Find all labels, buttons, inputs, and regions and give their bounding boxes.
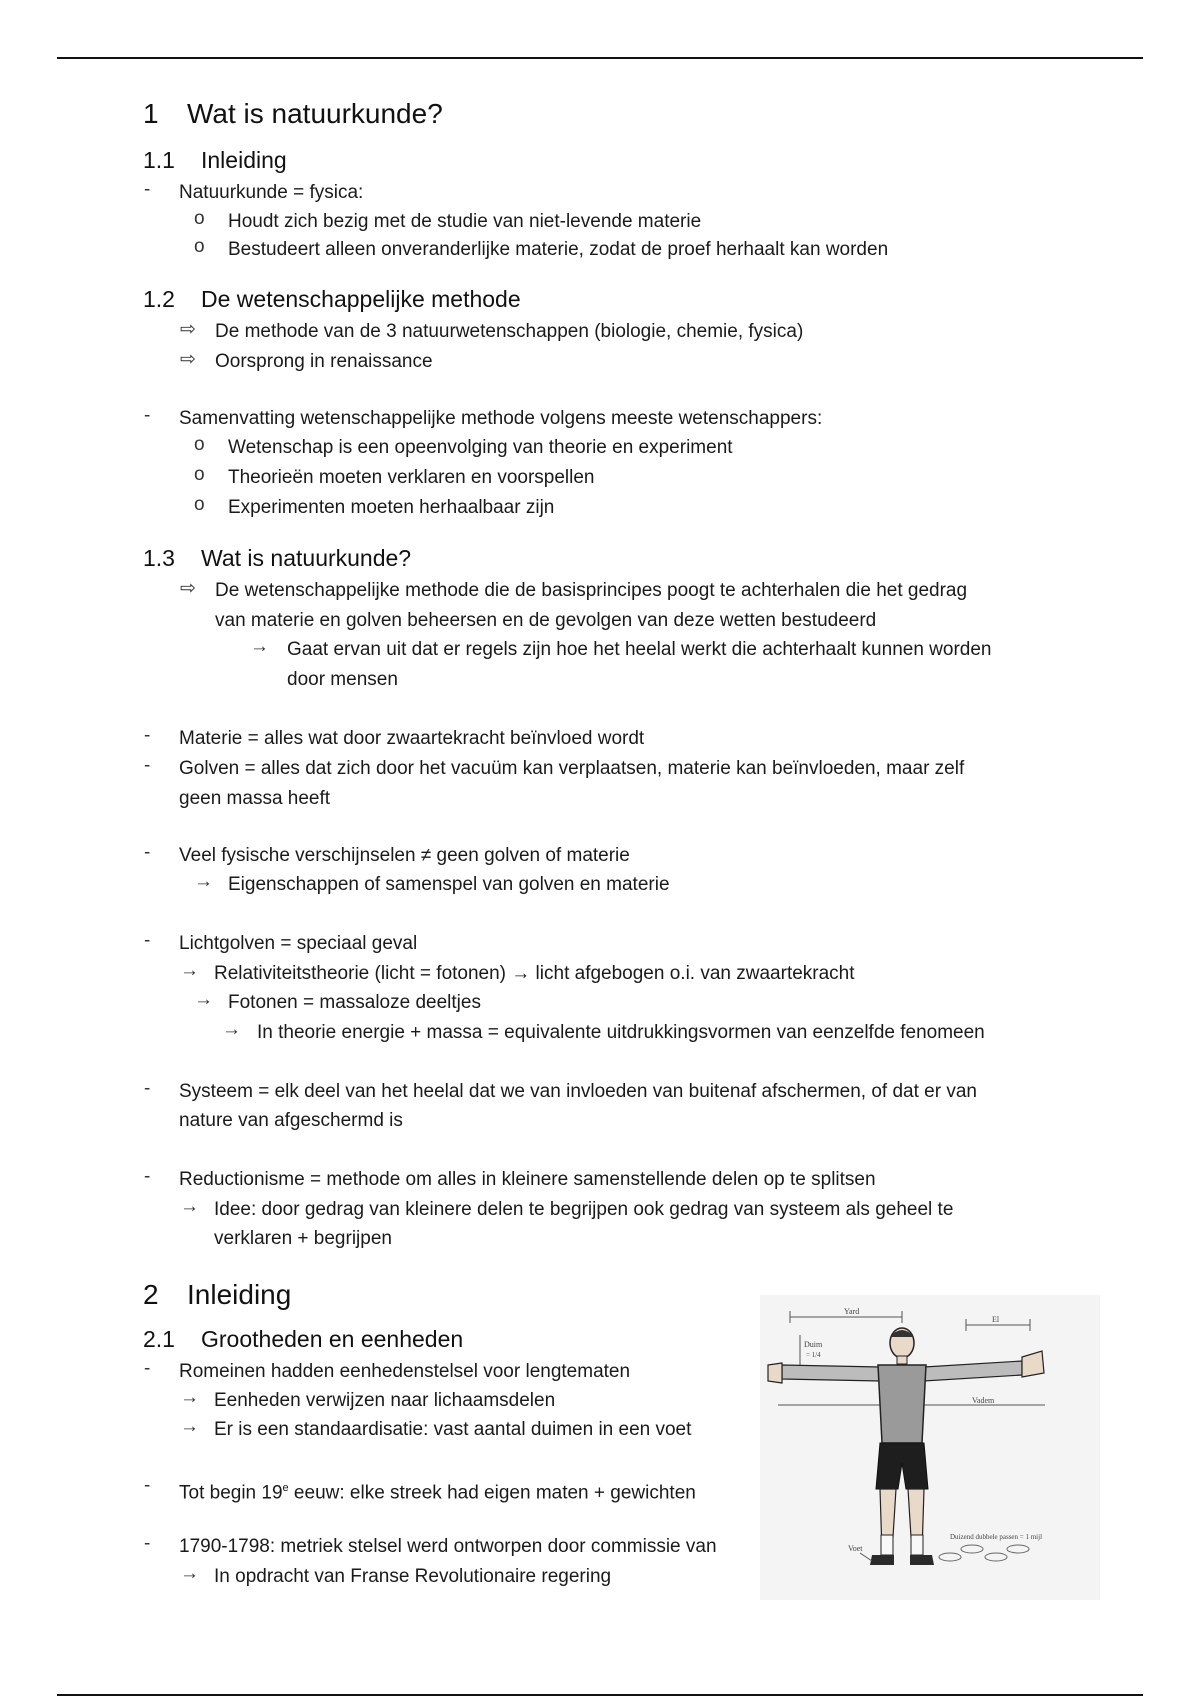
heading-title: Inleiding <box>187 1279 292 1310</box>
circle-bullet: o <box>194 494 205 515</box>
list-item: Bestudeert alleen onveranderlijke materie, zodat de proef herhaalt kan worden <box>228 239 889 260</box>
circle-bullet: o <box>194 236 205 257</box>
hollow-arrow-icon: ⇨ <box>180 349 196 370</box>
arrow-icon: → <box>250 636 269 657</box>
arrow-icon: → <box>180 1196 199 1217</box>
dash-bullet: - <box>144 1078 151 1099</box>
list-item: Oorsprong in renaissance <box>215 351 433 372</box>
circle-bullet: o <box>194 208 205 229</box>
list-item: Eenheden verwijzen naar lichaamsdelen <box>214 1390 556 1411</box>
list-item: Wetenschap is een opeenvolging van theorie en experiment <box>228 437 733 458</box>
list-item: Systeem = elk deel van het heelal dat we van invloeden van buitenaf afschermen, of dat er van <box>179 1081 977 1102</box>
list-item: Veel fysische verschijnselen ≠ geen golven of materie <box>179 845 630 866</box>
list-item: Experimenten moeten herhaalbaar zijn <box>228 497 555 518</box>
list-item: Lichtgolven = speciaal geval <box>179 933 418 954</box>
hollow-arrow-icon: ⇨ <box>180 578 196 599</box>
heading-number: 1.3 <box>143 545 175 571</box>
heading-number: 2.1 <box>143 1326 175 1352</box>
label-voet: Voet <box>848 1544 863 1553</box>
heading-title: Wat is natuurkunde? <box>201 545 412 571</box>
dash-bullet: - <box>144 930 151 951</box>
list-item: Samenvatting wetenschappelijke methode volgens meeste wetenschappers: <box>179 408 823 429</box>
list-item: Houdt zich bezig met de studie van niet-levende materie <box>228 211 702 232</box>
list-item: Golven = alles dat zich door het vacuüm kan verplaatsen, materie kan beïnvloeden, maar zelf <box>179 758 965 779</box>
heading-1-1 <box>143 147 287 174</box>
arrow-icon: → <box>180 1387 199 1408</box>
dash-bullet: - <box>144 725 151 746</box>
label-yard: Yard <box>844 1307 860 1316</box>
text-run: eeuw: elke streek had eigen maten + gewichten <box>288 1482 696 1504</box>
heading-1 <box>143 98 443 130</box>
dash-bullet: - <box>144 1475 151 1496</box>
list-item-continuation: nature van afgeschermd is <box>179 1110 403 1131</box>
list-item-continuation: geen massa heeft <box>179 788 331 809</box>
dash-bullet: - <box>144 1533 151 1554</box>
list-item: Reductionisme = methode om alles in kleinere samenstellende delen op te splitsen <box>179 1169 876 1190</box>
circle-bullet: o <box>194 464 205 485</box>
label-vadem: Vadem <box>972 1396 995 1405</box>
list-item: De methode van de 3 natuurwetenschappen (biologie, chemie, fysica) <box>215 321 804 342</box>
list-item: Natuurkunde = fysica: <box>179 182 364 203</box>
dash-bullet: - <box>144 179 151 200</box>
heading-2-1 <box>143 1326 463 1353</box>
list-item <box>179 1474 696 1507</box>
list-item: Romeinen hadden eenhedenstelsel voor lengtematen <box>179 1361 631 1382</box>
bottom-rule <box>57 1694 1143 1696</box>
list-item: Gaat ervan uit dat er regels zijn hoe het heelal werkt die achterhaalt kunnen worden <box>287 639 992 660</box>
list-item: Materie = alles wat door zwaartekracht beïnvloed wordt <box>179 728 645 749</box>
dash-bullet: - <box>144 842 151 863</box>
dash-bullet: - <box>144 755 151 776</box>
list-item: Eigenschappen of samenspel van golven en materie <box>228 874 670 895</box>
top-rule <box>57 57 1143 59</box>
heading-number: 1 <box>143 98 159 129</box>
list-item: 1790-1798: metriek stelsel werd ontworpen door commissie van <box>179 1536 717 1557</box>
list-item: Idee: door gedrag van kleinere delen te begrijpen ook gedrag van systeem als geheel te <box>214 1199 954 1220</box>
heading-1-2 <box>143 286 521 313</box>
list-item-continuation: verklaren + begrijpen <box>214 1228 392 1249</box>
list-item-continuation: van materie en golven beheersen en de gevolgen van deze wetten bestudeerd <box>215 610 877 631</box>
heading-2 <box>143 1279 291 1311</box>
arrow-icon: → <box>180 960 199 981</box>
heading-number: 1.2 <box>143 286 175 312</box>
heading-title: Inleiding <box>201 147 287 173</box>
text-run: Tot begin 19 <box>179 1482 283 1504</box>
label-el: El <box>992 1315 1000 1324</box>
arrow-icon: → <box>180 1563 199 1584</box>
list-item: Relativiteitstheorie (licht = fotonen) → licht afgebogen o.i. van zwaartekracht <box>214 963 855 984</box>
list-item: Theorieën moeten verklaren en voorspellen <box>228 467 595 488</box>
heading-1-3 <box>143 545 411 572</box>
dash-bullet: - <box>144 1358 151 1379</box>
list-item: Fotonen = massaloze deeltjes <box>228 992 481 1013</box>
label-mijl: Duizend dubbele passen = 1 mijl <box>950 1533 1043 1541</box>
circle-bullet: o <box>194 434 205 455</box>
list-item: In opdracht van Franse Revolutionaire regering <box>214 1566 612 1587</box>
list-item: In theorie energie + massa = equivalente uitdrukkingsvormen van eenzelfde fenomeen <box>257 1022 985 1043</box>
list-item: Er is een standaardisatie: vast aantal duimen in een voet <box>214 1419 692 1440</box>
heading-title: Wat is natuurkunde? <box>187 98 443 129</box>
arrow-icon: → <box>194 871 213 892</box>
arrow-icon: → <box>222 1019 241 1040</box>
heading-title: Grootheden en eenheden <box>201 1326 464 1352</box>
heading-title: De wetenschappelijke methode <box>201 286 521 312</box>
label-duim: Duim <box>804 1340 823 1349</box>
superscript: e <box>282 1482 289 1494</box>
body-measurement-figure <box>760 1295 1100 1600</box>
arrow-icon: → <box>180 1416 199 1437</box>
list-item: De wetenschappelijke methode die de basisprincipes poogt te achterhalen die het gedrag <box>215 580 968 601</box>
heading-number: 1.1 <box>143 147 175 173</box>
hollow-arrow-icon: ⇨ <box>180 319 196 340</box>
arrow-icon: → <box>194 989 213 1010</box>
heading-number: 2 <box>143 1279 159 1310</box>
list-item-continuation: door mensen <box>287 669 398 690</box>
dash-bullet: - <box>144 1166 151 1187</box>
label-duim-fraction: = 1/4 <box>806 1351 821 1359</box>
body-measurement-drawing <box>760 1295 1100 1600</box>
dash-bullet: - <box>144 405 151 426</box>
